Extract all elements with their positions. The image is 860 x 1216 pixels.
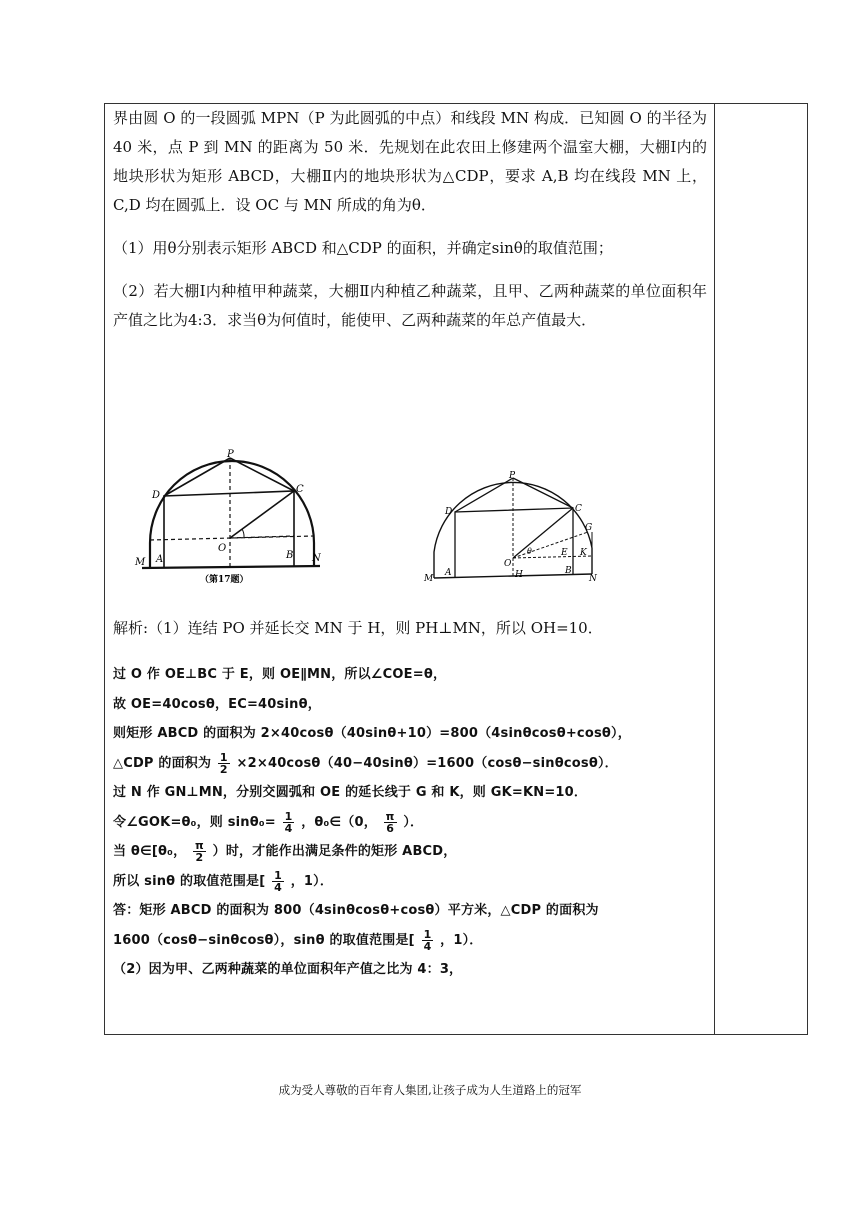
fig1-label-A: A (156, 554, 164, 565)
solution-line-7: 当 θ∈[θ₀， $\frac{\pi}{2}$ ）时，才能作出满足条件的矩形 ABCD， (113, 839, 457, 864)
fig2-label-D: D (445, 507, 453, 517)
solution-line-2: 故 OE=40cosθ，EC=40sinθ， (113, 696, 321, 712)
solution-line-8: 所以 sinθ 的取值范围是[ $\frac{1}{4}$ ，1）． (113, 868, 334, 894)
solution-line-6: 令∠GOK=θ₀，则 sinθ₀= $\frac{1}{4}$ ，θ₀∈（0， $\frac{\pi}{6}$ ）． (113, 809, 424, 835)
solution-line-10: 1600（cosθ−sinθcosθ），sinθ 的取值范围是[ $\frac{1}{4}$ ，1）． (113, 927, 483, 953)
fig1-label-O: O (218, 543, 227, 554)
fig2-label-C: C (575, 504, 582, 514)
fraction-quarter: $\frac{1}{4}$ (284, 809, 293, 835)
fraction-pi-6: $\frac{\pi}{6}$ (385, 809, 395, 835)
fig2-label-O: O (504, 559, 512, 569)
page-footer: 成为受人尊敬的百年育人集团,让孩子成为人生道路上的冠军 (278, 1083, 582, 1097)
solution-intro: 解析:（1）连结 PO 并延长交 MN 于 H，则 PH⊥MN，所以 OH=10． (113, 619, 603, 637)
solution-line-1: 过 O 作 OE⊥BC 于 E，则 OE∥MN，所以∠COE=θ， (113, 667, 447, 682)
question-2: （2）若大棚Ⅰ内种植甲种蔬菜，大棚Ⅱ内种植乙种蔬菜，且甲、乙两种蔬菜的单位面积年产值之比为4:3．求当θ为何值时，能使甲、乙两种蔬菜的年总产值最大． (113, 282, 707, 329)
fig1-label-C: C (296, 484, 304, 495)
fig2-label-P: P (509, 471, 516, 481)
problem-paragraph: 界由圆 O 的一段圆弧 MPN（P 为此圆弧的中点）和线段 MN 构成．已知圆 O 的半径为 40 米，点 P 到 MN 的距离为 50 米．先规划在此农田上修建两个温室大棚，大棚Ⅰ内的地块形状为矩形 ABCD，大棚Ⅱ内的地块形状为△CDP，要求 A,B 均在线段 MN 上， C,D 均在圆弧上．设 OC 与 MN 所成的角为θ． (113, 109, 707, 214)
fig2-label-theta: θ (527, 547, 532, 556)
fig1-label-P: P (227, 449, 234, 460)
solution-line-11: （2）因为甲、乙两种蔬菜的单位面积年产值之比为 4：3， (113, 962, 463, 977)
solution-line-4: △CDP 的面积为 $\frac{1}{2}$ ×2×40cosθ（40−40sinθ）=1600（cosθ−sinθcosθ）． (113, 750, 618, 776)
solution-block (113, 660, 707, 985)
fig2-label-B: B (565, 566, 572, 576)
fraction-pi-2: $\frac{\pi}{2}$ (195, 839, 204, 864)
figure-2 (422, 470, 602, 584)
fig2-label-E: E (561, 548, 568, 558)
fig1-caption: （第17题） (200, 575, 249, 585)
solution-intro-block (113, 614, 707, 643)
fig2-label-H: H (515, 570, 523, 580)
table-column-divider (714, 103, 715, 1035)
question-1: （1）用θ分别表示矩形 ABCD 和△CDP 的面积，并确定sinθ的取值范围； (113, 239, 613, 257)
fig1-label-B: B (286, 550, 294, 561)
solution-line-9: 答：矩形 ABCD 的面积为 800（4sinθcosθ+cosθ）平方米，△CDP 的面积为 (113, 903, 599, 918)
fig1-label-N: N (312, 553, 321, 564)
fig2-label-N: N (589, 574, 597, 584)
fraction-quarter-2: $\frac{1}{4}$ (274, 868, 282, 894)
fig1-label-D: D (152, 490, 161, 501)
fraction-quarter-3: $\frac{1}{4}$ (423, 927, 432, 953)
fig2-label-M: M (424, 574, 434, 584)
solution-line-5: 过 N 作 GN⊥MN，分别交圆弧和 OE 的延长线于 G 和 K，则 GK=KN=10． (113, 785, 588, 800)
fig2-label-G: G (585, 523, 593, 533)
fraction-half: $\frac{1}{2}$ (219, 750, 228, 776)
figure-1 (132, 448, 332, 588)
fig1-label-M: M (135, 557, 146, 568)
fig2-label-K: K (580, 548, 587, 558)
fig2-label-A: A (445, 568, 452, 578)
problem-content (113, 104, 707, 335)
solution-line-3: 则矩形 ABCD 的面积为 2×40cosθ（40sinθ+10）=800（4sinθcosθ+cosθ）， (113, 726, 631, 741)
